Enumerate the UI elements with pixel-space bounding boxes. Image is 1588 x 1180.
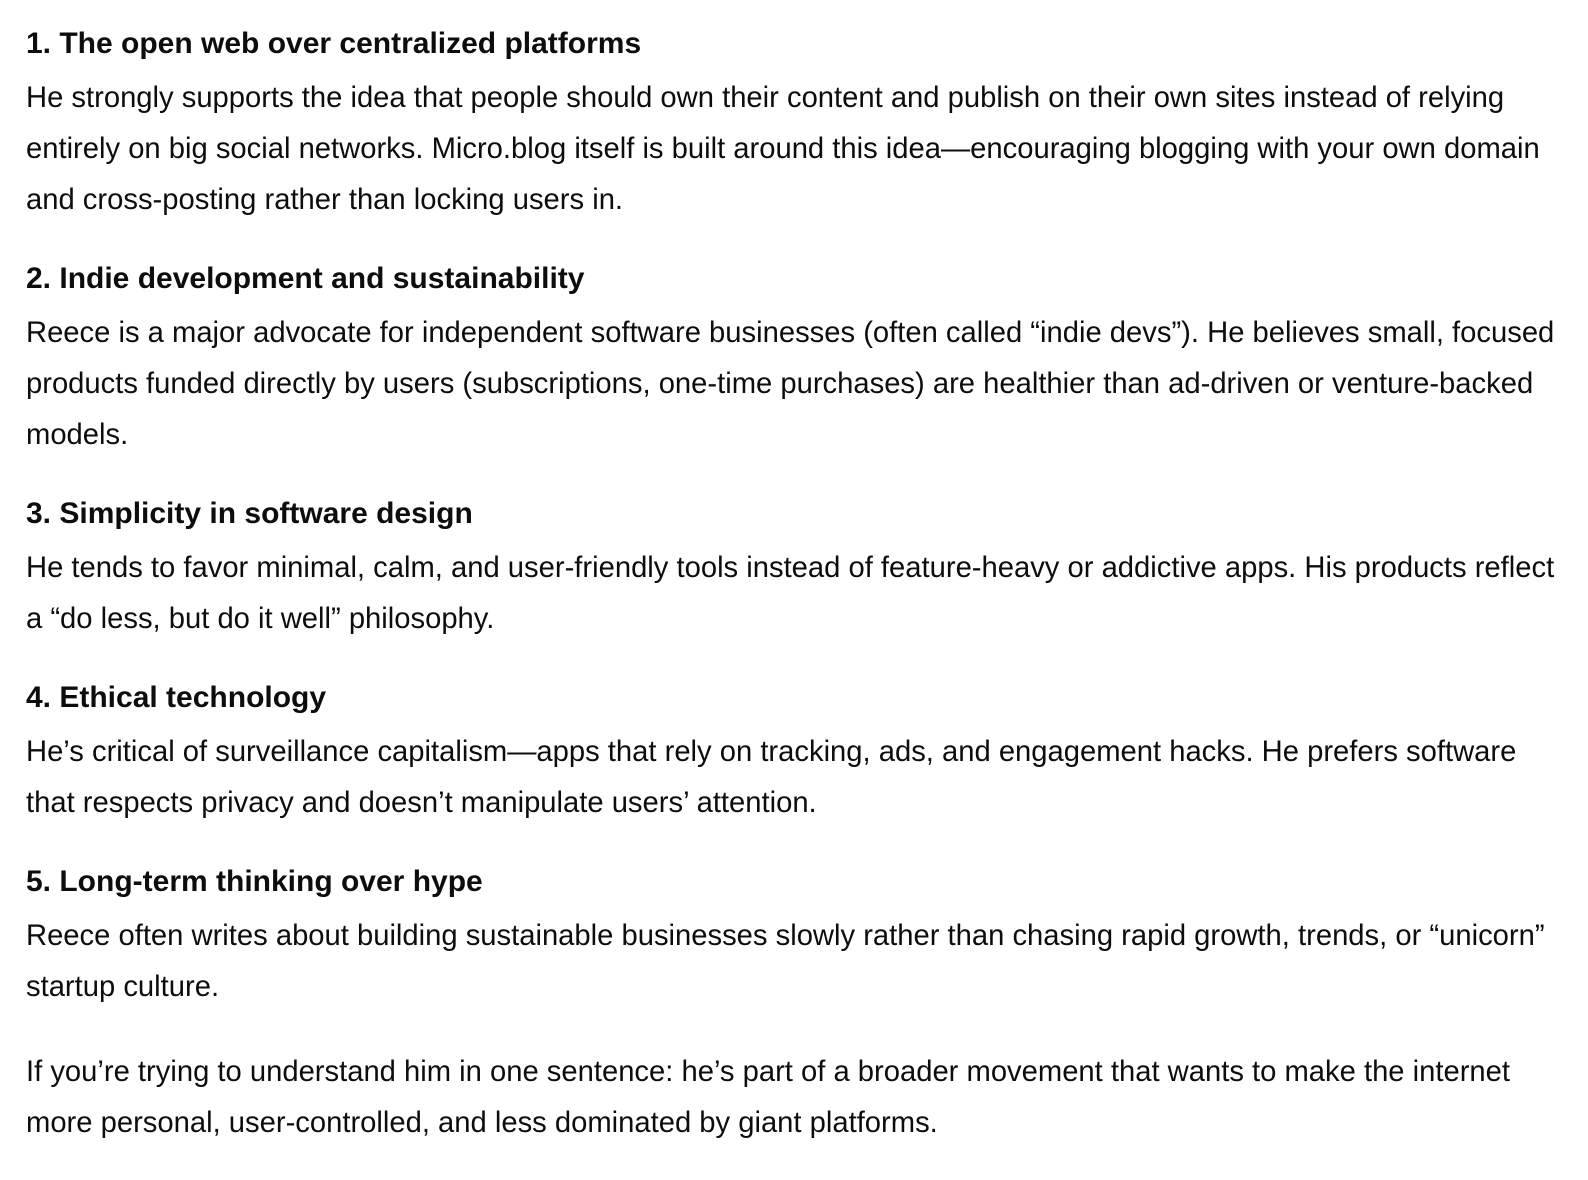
- section-open-web: [26, 22, 1562, 226]
- section-simplicity: [26, 492, 1562, 645]
- section-heading: 1. The open web over centralized platforms: [26, 27, 642, 60]
- summary-paragraph: If you’re trying to understand him in one sentence: he’s part of a broader movement that wants to make the internet more personal, user-controlled, and less dominated by giant platforms.: [26, 1056, 1511, 1139]
- section-heading: 3. Simplicity in software design: [26, 497, 473, 530]
- section-body: He tends to favor minimal, calm, and user-friendly tools instead of feature-heavy or addictive apps. His products reflect a “do less, but do it well” philosophy.: [26, 552, 1555, 635]
- section-heading: 4. Ethical technology: [26, 681, 327, 714]
- section-body: Reece is a major advocate for independent software businesses (often called “indie devs”). He believes small, focused products funded directly by users (subscriptions, one-time purchases) are healthier than ad-driven or venture-backed models.: [26, 317, 1555, 451]
- section-ethical-technology: [26, 676, 1562, 829]
- section-indie-development: [26, 257, 1562, 461]
- section-body: Reece often writes about building sustainable businesses slowly rather than chasing rapid growth, trends, or “unicorn” startup culture.: [26, 920, 1545, 1003]
- section-body: He strongly supports the idea that people should own their content and publish on their own sites instead of relying entirely on big social networks. Micro.blog itself is built around this idea—encouraging blogging with your own domain and cross-posting rather than locking users in.: [26, 82, 1540, 216]
- section-heading: 2. Indie development and sustainability: [26, 262, 585, 295]
- section-body: He’s critical of surveillance capitalism—apps that rely on tracking, ads, and engagement hacks. He prefers software that respects privacy and doesn’t manipulate users’ attention.: [26, 736, 1517, 819]
- section-long-term-thinking: [26, 860, 1562, 1013]
- section-heading: 5. Long-term thinking over hype: [26, 865, 483, 898]
